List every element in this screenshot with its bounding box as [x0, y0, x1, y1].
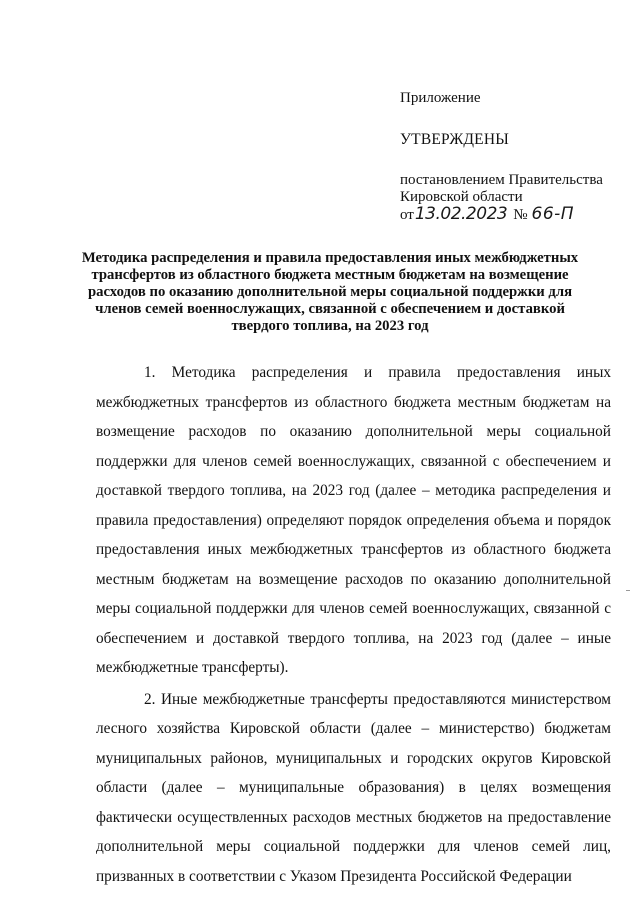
margin-mark — [626, 590, 630, 591]
approval-block — [400, 90, 630, 224]
decree-date-number — [400, 206, 630, 224]
document-title: Методика распределения и правила предоставления иных межбюджетных трансфертов из областного бюджета местным бюджетам на возмещение расходов по оказанию дополнительной меры социальной поддержки для членов семей военнослужащих, связанной с обеспечением и доставкой твердого топлива, на 2023 год — [81, 250, 579, 334]
paragraph-1: 1. Методика распределения и правила предоставления иных межбюджетных трансфертов из областного бюджета местным бюджетам на возмещение расходов по оказанию дополнительной меры социальной поддержки для членов семей военнослужащих, связанной с обеспечением и доставкой твердого топлива, на 2023 год (далее – методика распределения и правила предоставления) определяют порядок определения объема и порядок предоставления иных межбюджетных трансфертов из областного бюджета местным бюджетам на возмещение расходов по оказанию дополнительной меры социальной поддержки для членов семей военнослужащих, связанной с обеспечением и доставкой твердого топлива, на 2023 год (далее – иные межбюджетные трансферты). — [96, 364, 611, 676]
number-sign: № — [513, 207, 528, 223]
handwritten-number: 66-П — [531, 204, 575, 224]
decree-line-1: постановлением Правительства — [400, 172, 603, 188]
paragraph-2: 2. Иные межбюджетные трансферты предоставляются министерством лесного хозяйства Кировской области (далее – министерство) бюджетам муниципальных районов, муниципальных и городских округов Кировской области (далее – муниципальные образования) в целях возмещения фактически осуществленных расходов местных бюджетов на предоставление дополнительной меры социальной поддержки для членов семей лиц, призванных в соответствии с Указом Президента Российской Федерации — [96, 690, 611, 885]
handwritten-date: 13.02.2023 — [414, 204, 508, 224]
decree-line-2: Кировской области — [400, 189, 523, 205]
appendix-label: Приложение — [400, 90, 481, 106]
approved-label: УТВЕРЖДЕНЫ — [400, 131, 509, 148]
document-body — [96, 358, 611, 893]
from-label: от — [400, 207, 414, 223]
